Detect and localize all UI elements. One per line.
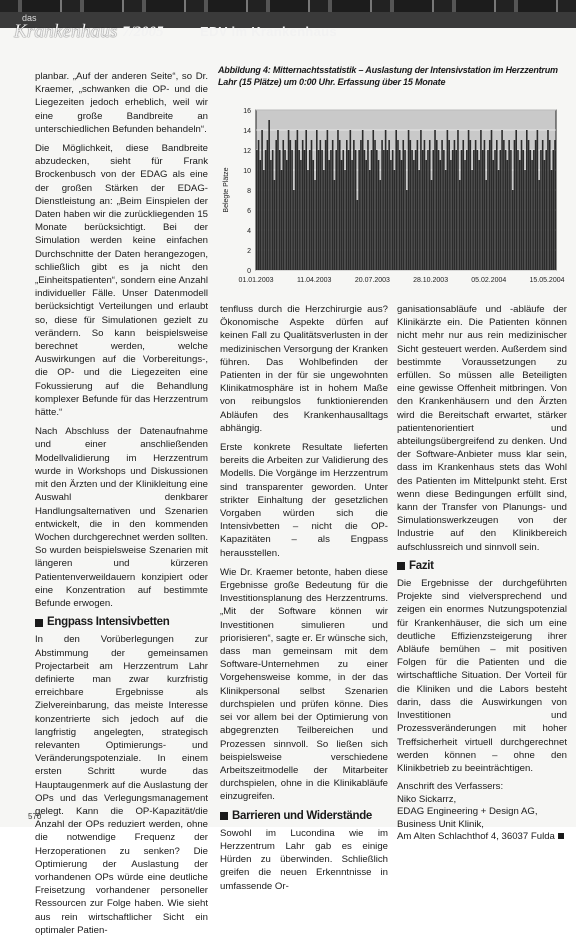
bar	[357, 200, 359, 270]
bar	[445, 170, 447, 270]
x-tick-label: 28.10.2003	[413, 277, 449, 284]
bar	[441, 140, 443, 270]
bar	[431, 180, 433, 270]
bar	[401, 160, 403, 270]
bar	[316, 130, 318, 270]
header-prefix: das	[22, 13, 37, 23]
y-tick-label: 6	[247, 208, 251, 215]
bar	[321, 150, 323, 270]
bar	[364, 150, 366, 270]
bar	[367, 140, 369, 270]
bar	[380, 180, 382, 270]
col2-paragraph-3: Wie Dr. Kraemer betonte, haben diese Ergebnisse große Bedeutung für die Investitionsplanung des Herzzentrums. „Mit der Software können wir Investitionen simulieren und priorisieren“, sagte er. Er wünsche sich, dass man gemeinsam mit dem Software-Unternehmen zu einer Vorgehensweise komme, in der das Klinikpersonal selbst Szenarien durchspielen und prüfen könne. Dies sei vor allem bei der Optimierung von abgegrenzten Teilbereichen und Prozessen sinnvoll. So ließen sich beispielsweise verschiedene Arbeitszeitmodelle der Mitarbeiter durchspielen, ohne in die Klinikabläufe einzugreifen.	[220, 566, 388, 803]
bar	[339, 140, 341, 270]
bar	[424, 140, 426, 270]
bar	[440, 160, 442, 270]
bar	[447, 130, 449, 270]
bar	[385, 130, 387, 270]
bar	[552, 150, 554, 270]
col3-paragraph-1: ganisationsabläufe und -abläufe der Klinikärzte ein. Die Patienten können nicht mehr nur aus rein medizinischer Sicht gesteuert werden. Außerdem sind bestimmte Voraussetzungen zu erfüllen. So müssen alle Beteiligten eine gewisse Offenheit mitbringen. Von den Krankenhäusern und den Ärzten wird die Bereitschaft erwartet, stärker patientenorientiert und abteilungsübergreifend zu denken. Und der Software-Anbieter muss klar sein, dass im Krankenhaus stets das Wohl des Patienten im Mittelpunkt steht. Erst wenn diese Bedingungen erfüllt sind, kann der Transfer von Planungs- und Simulationswerkzeugen von der Industrie auf den Klinikbereich aufschlussreich und sinnvoll sein.	[397, 304, 567, 553]
bar	[500, 150, 502, 270]
heading-square-icon	[220, 812, 228, 820]
bar	[461, 150, 463, 270]
column-2	[220, 303, 388, 899]
bar	[436, 140, 438, 270]
bar	[305, 130, 307, 270]
bar	[457, 130, 459, 270]
bar	[360, 140, 362, 270]
bar	[378, 160, 380, 270]
bar	[404, 150, 406, 270]
bar	[314, 180, 316, 270]
bar	[381, 140, 383, 270]
bar	[482, 150, 484, 270]
y-tick-label: 4	[247, 228, 251, 235]
bar	[275, 140, 277, 270]
bar	[522, 150, 524, 270]
bar	[452, 150, 454, 270]
bar	[387, 150, 389, 270]
bar	[371, 150, 373, 270]
author-address	[397, 781, 567, 844]
x-tick-label: 11.04.2003	[296, 277, 332, 284]
y-axis-label: Belegte Plätze	[223, 167, 230, 213]
bar	[318, 150, 320, 270]
bar	[325, 140, 327, 270]
bar	[470, 140, 472, 270]
page-header	[0, 0, 576, 44]
bar	[372, 130, 374, 270]
bar	[390, 160, 392, 270]
y-tick-label: 10	[243, 168, 251, 175]
header-decor-bar	[0, 0, 576, 12]
bar	[533, 150, 535, 270]
bar	[402, 140, 404, 270]
bar	[485, 180, 487, 270]
bar	[427, 150, 429, 270]
bar	[526, 130, 528, 270]
bar	[397, 140, 399, 270]
bar	[369, 170, 371, 270]
bar	[455, 150, 457, 270]
bar	[290, 140, 292, 270]
bar	[475, 140, 477, 270]
figure-caption: Abbildung 4: Mitternachtsstatistik – Auslastung der Intensivstation im Herzzentrum Lahr (15 Plätze) um 0:00 Uhr. Erfassung über 15 Monate	[218, 65, 558, 87]
bar	[284, 150, 286, 270]
heading-square-icon	[35, 619, 43, 627]
bar	[478, 160, 480, 270]
bar	[508, 140, 510, 270]
bar	[547, 130, 549, 270]
bar	[365, 160, 367, 270]
bar	[498, 170, 500, 270]
bar	[392, 150, 394, 270]
bar	[337, 130, 339, 270]
bar	[350, 130, 352, 270]
bar	[395, 130, 397, 270]
bar	[265, 150, 267, 270]
bar	[521, 140, 523, 270]
bar	[342, 150, 344, 270]
bar	[268, 120, 270, 270]
bar	[323, 170, 325, 270]
bar	[507, 160, 509, 270]
bar	[545, 150, 547, 270]
bar	[554, 140, 556, 270]
bar	[334, 180, 336, 270]
address-street: Am Alten Schlachthof 4, 36037 Fulda	[397, 831, 567, 844]
bar	[261, 130, 263, 270]
bar	[281, 170, 283, 270]
bar	[260, 160, 262, 270]
bar	[406, 190, 408, 270]
heading-square-icon	[397, 562, 405, 570]
heading-text: Barrieren und Widerstände	[232, 809, 373, 822]
y-tick-label: 16	[243, 108, 251, 115]
bar	[302, 140, 304, 270]
bar	[420, 130, 422, 270]
col1-paragraph-2: Die Möglichkeit, diese Bandbreite abzudecken, sieht für Frank Brockenbusch von der EDAG als eine der großen Stärken der EDAG-Dienstleistung an: „Beim Einspielen der Daten haben wir die zurückliegenden 15 Monate berücksichtigt. Bei der Simulation werden keine einfachen Durchschnitte der Daten herangezogen, schließlich gibt es ja nicht den „Einheitspatienten“, sondern eine Anzahl individueller Fälle. Unser Datenmodell berücksichtigt Verteilungen und erlaubt so, diese für Simulationen gezielt zu verändern. So kann beispielsweise berechnet werden, welche Auswirkungen auf die Vorbereitungs-, die OP- und die Liegezeiten eine Fokussierung auf die Behandlung komplexer Befunde für das Herzzentrum hätte.“	[35, 143, 208, 419]
bar	[358, 150, 360, 270]
bar	[477, 150, 479, 270]
bar	[540, 150, 542, 270]
bar	[277, 130, 279, 270]
y-tick-label: 12	[243, 148, 251, 155]
bar	[438, 150, 440, 270]
bar	[432, 150, 434, 270]
bar	[383, 150, 385, 270]
bar	[510, 150, 512, 270]
section-heading-barrieren	[220, 810, 388, 823]
bar	[512, 190, 514, 270]
bar	[258, 140, 260, 270]
figure-4	[218, 64, 570, 296]
column-3	[397, 303, 567, 844]
bar	[270, 160, 272, 270]
col1-paragraph-4: In den Vorüberlegungen zur Abstimmung der gemeinsamen Projectarbeit am Herzzentrum Lahr definierte man zwar kurzfristig erreichbare Ergebnisse als Zielvereinbarung, das meiste Interesse konzentrierte sich jedoch auf die langfristig angelegten, strategisch relevanten Optimierungs- und Veränderungspotenziale. In einem ersten Schritt wurde das Hauptaugenmerk auf die Auslastung der OPs und das Verlegungsmanagement gelegt. Kann die OP-Kapazität/die Anzahl der OPs reduziert werden, ohne die notwendige Frequenz der Herzoperationen zu senken? Die Optimierung der Auslastung der vorhandenen OPs würde eine deutliche Freisetzung vorhandener personeller Ressourcen zur Folge haben. Wie sieht aus rein wirtschaftlicher Sicht ein optimaler Patien-	[35, 634, 208, 936]
bar	[394, 170, 396, 270]
y-tick-label: 2	[247, 248, 251, 255]
page-number: 570	[28, 812, 42, 821]
bar	[411, 150, 413, 270]
bar	[417, 140, 419, 270]
bar	[422, 150, 424, 270]
bar	[538, 180, 540, 270]
col1-paragraph-1: planbar. „Auf der anderen Seite“, so Dr. Kraemer, „schwanken die OP- und die Liegezeiten jedoch erheblich, weil wir eine große Bandbreite an unterschiedlichen Befunden behandeln“.	[35, 71, 208, 135]
bar	[454, 140, 456, 270]
bar	[505, 150, 507, 270]
bar	[348, 150, 350, 270]
bar	[291, 150, 293, 270]
heading-text: Engpass Intensivbetten	[47, 616, 170, 629]
section-heading-fazit	[397, 560, 567, 573]
bar	[293, 190, 295, 270]
bar	[388, 140, 390, 270]
address-name: Niko Sickarrz,	[397, 793, 457, 805]
bar	[300, 160, 302, 270]
bar	[272, 150, 274, 270]
bar	[309, 150, 311, 270]
bar	[530, 150, 532, 270]
bar	[413, 160, 415, 270]
bar	[374, 140, 376, 270]
bar	[355, 150, 357, 270]
y-tick-label: 8	[247, 188, 251, 195]
address-company: EDAG Engineering + Design AG,	[397, 806, 538, 818]
col2-paragraph-2: Erste konkrete Resultate lieferten bereits die Arbeiten zur Validierung des Modells. Die Vorgänge im Herzzentrum sind transparenter geworden. Unter strikter Einhaltung der gesetzlichen Vorgaben würden sich die Intensivbetten – nicht die OP-Kapazitäten – als Engpass herausstellen.	[220, 442, 388, 559]
bar	[501, 130, 503, 270]
column-1	[35, 70, 208, 943]
bar	[408, 130, 410, 270]
bar	[297, 130, 299, 270]
bar	[443, 150, 445, 270]
bar	[459, 180, 461, 270]
bar	[531, 160, 533, 270]
bar	[487, 150, 489, 270]
bar	[551, 170, 553, 270]
bar	[528, 140, 530, 270]
bar	[304, 150, 306, 270]
bar	[542, 140, 544, 270]
bar	[256, 150, 258, 270]
bar	[410, 140, 412, 270]
end-square-icon	[558, 833, 564, 839]
bar	[362, 130, 364, 270]
bar	[267, 140, 269, 270]
magazine-title: Krankenhaus	[14, 21, 118, 42]
bar	[484, 140, 486, 270]
bar	[376, 150, 378, 270]
bar	[429, 140, 431, 270]
x-tick-label: 05.02.2004	[471, 277, 507, 284]
bar	[492, 160, 494, 270]
col3-paragraph-2: Die Ergebnisse der durchgeführten Projekte sind vielversprechend und zeigen ein enormes Nutzungspotenzial für Krankenhäuser, die sich um eine deutliche Effizienzsteigerung ihrer Abläufe bemühen – mit positiven Folgen für die Patienten und die wirtschaftliche Situation. Der Vorteil für die Kliniken und die Labors besteht darin, dass die Auswirkungen von Investitionen und Prozessveränderungen mit hoher Treffsicherheit virtuell durchgerechnet werden können – ohne den Klinikbetrieb zu beeinträchtigen.	[397, 578, 567, 774]
bar	[491, 130, 493, 270]
issue-number: 7/2005	[122, 24, 164, 40]
bar	[524, 170, 526, 270]
bar	[489, 140, 491, 270]
bar	[263, 170, 265, 270]
bar	[279, 150, 281, 270]
bar	[274, 180, 276, 270]
bar	[288, 130, 290, 270]
occupancy-chart	[218, 106, 570, 296]
bar	[295, 140, 297, 270]
bar	[494, 150, 496, 270]
bar	[418, 170, 420, 270]
bar	[537, 130, 539, 270]
bar	[282, 140, 284, 270]
bar	[514, 140, 516, 270]
bar	[544, 160, 546, 270]
bar	[425, 160, 427, 270]
section-heading-engpass	[35, 616, 208, 629]
y-tick-label: 0	[247, 268, 251, 275]
bar	[341, 160, 343, 270]
bar	[330, 150, 332, 270]
x-tick-label: 20.07.2003	[354, 277, 390, 284]
bar	[434, 130, 436, 270]
bar	[503, 140, 505, 270]
bar	[515, 130, 517, 270]
x-tick-label: 15.05.2004	[529, 277, 565, 284]
rubric-title: EDV im Krankenhaus	[200, 24, 337, 39]
bar	[353, 140, 355, 270]
bar	[549, 140, 551, 270]
bar	[517, 150, 519, 270]
bar	[335, 150, 337, 270]
bar	[464, 160, 466, 270]
bar	[535, 140, 537, 270]
bar	[312, 160, 314, 270]
bar	[311, 140, 313, 270]
bar	[351, 160, 353, 270]
bar	[471, 170, 473, 270]
bar	[468, 130, 470, 270]
bar	[327, 130, 329, 270]
bar	[328, 160, 330, 270]
bar	[307, 170, 309, 270]
bar	[286, 160, 288, 270]
bar	[320, 140, 322, 270]
heading-text: Fazit	[409, 559, 434, 572]
bar	[332, 140, 334, 270]
bar	[480, 130, 482, 270]
bar	[298, 150, 300, 270]
bar	[473, 150, 475, 270]
y-tick-label: 14	[243, 128, 251, 135]
col1-paragraph-3: Nach Abschluss der Datenaufnahme und einer anschließenden Modellvalidierung im Herzzentrum wurde in Workshops und Diskussionen mit den Ärzten und der Klinikleitung eine Auswahl denkbarer Handlungsalternativen und Szenarien entwickelt, die in den kommenden Wochen durchgerechnet werden sollten. So wurden beispielsweise Szenarien mit längeren und kürzeren Patientenverweildauern konzipiert oder eine Konzentration auf bestimmte Befunde erwogen.	[35, 426, 208, 609]
bar	[466, 150, 468, 270]
bar	[448, 140, 450, 270]
col2-paragraph-1: tenfluss durch die Herzchirurgie aus? Ökonomische Aspekte dürfen auf keinen Fall zu Qualitätsverlusten in der medizinischen Versorgung der Kranken führen. Das Wohlbefinden der Patienten in der für sie ungewohnten Klinikatmosphäre ist in hohem Maße von reibungslos funktionierenden Abläufen des Krankenhausalltags abhängig.	[220, 304, 388, 434]
bar	[399, 150, 401, 270]
bar	[450, 160, 452, 270]
bar	[344, 170, 346, 270]
address-unit: Business Unit Klinik,	[397, 818, 484, 830]
bar	[462, 140, 464, 270]
bar	[519, 160, 521, 270]
bar	[346, 140, 348, 270]
bar	[415, 150, 417, 270]
x-tick-label: 01.01.2003	[238, 277, 274, 284]
bar	[496, 140, 498, 270]
address-intro: Anschrift des Verfassers:	[397, 781, 504, 793]
col2-paragraph-4: Sowohl im Lucondina wie im Herzzentrum Lahr gab es einige Hürden zu überwinden. Schließlich greifen die neuen Erkenntnisse in umfassende Or-	[220, 827, 388, 892]
